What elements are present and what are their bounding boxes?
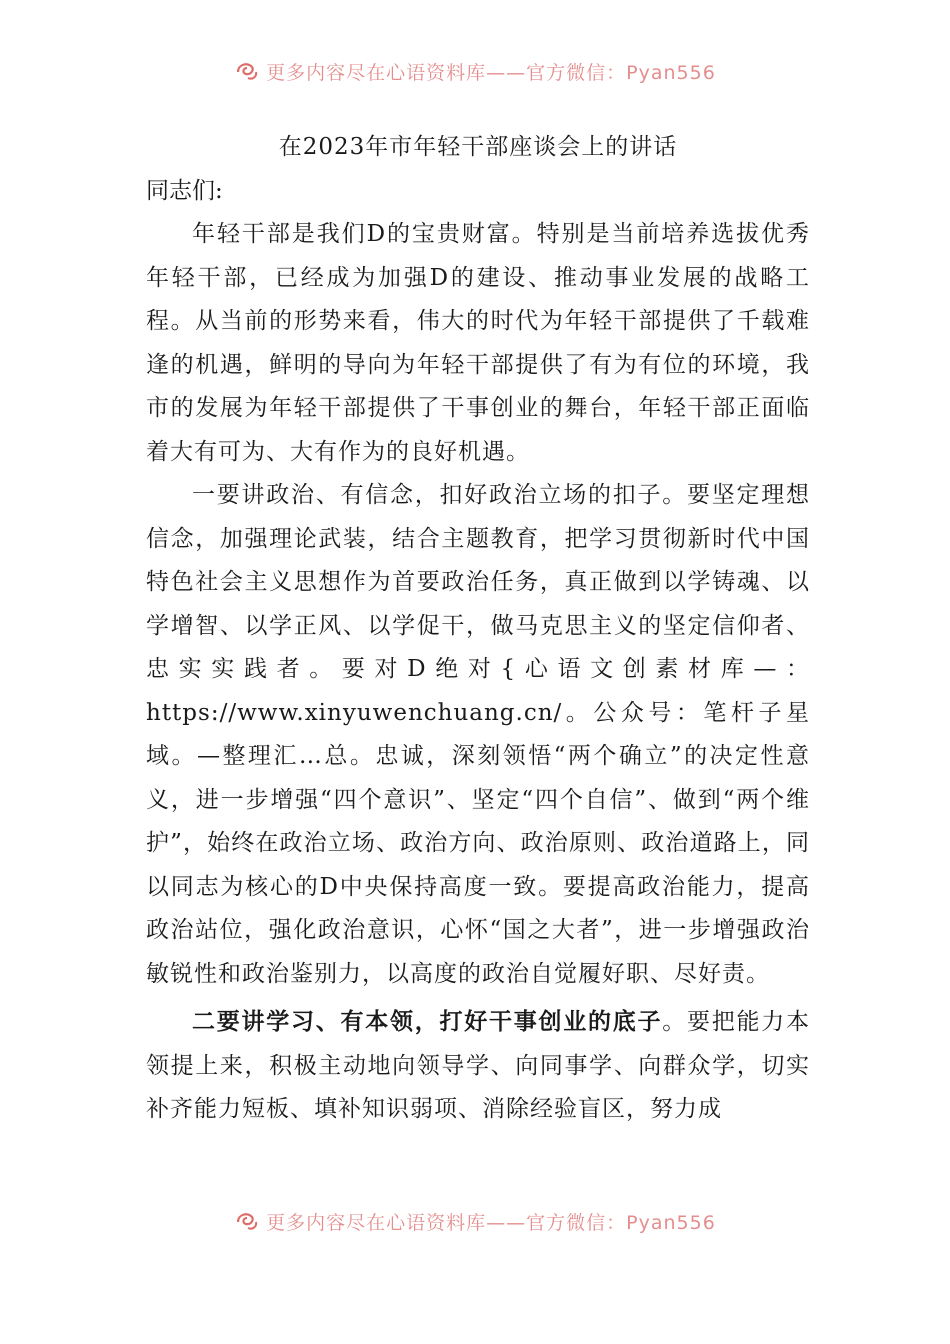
- salutation: 同志们:: [146, 178, 223, 204]
- point-two-text: 。要把能力本领提上来，积极主动地向领导学、向同事学、向群众学，切实补齐能力短板、填补知识弱项、消除经验盲区，努力成: [146, 1009, 810, 1122]
- watermark-bottom: [0, 1206, 950, 1236]
- paragraph-intro: 年轻干部是我们D的宝贵财富。特别是当前培养选拔优秀年轻干部，已经成为加强D的建设、推动事业发展的战略工程。从当前的形势来看，伟大的时代为年轻干部提供了千载难逢的机遇，鲜明的导向为年轻干部提供了有为有位的环境，我市的发展为年轻干部提供了干事创业的舞台，年轻干部正面临着大有可为、大有作为的良好机遇。: [146, 221, 810, 465]
- paragraph-point-one: 一要讲政治、有信念，扣好政治立场的扣子。要坚定理想信念，加强理论武装，结合主题教育，把学习贯彻新时代中国特色社会主义思想作为首要政治任务，真正做到以学铸魂、以学增智、以学正风、以学促干，做马克思主义的坚定信仰者、忠实实践者。要对D绝对{心语文创素材库—：https://www.xinyuwenchuang.cn/。公众号：笔杆子星域。—整理汇…总。忠诚，深刻领悟“两个确立”的决定性意义，进一步增强“四个意识”、坚定“四个自信”、做到“两个维护”，始终在政治立场、政治方向、政治原则、政治道路上，同以同志为核心的D中央保持高度一致。要提高政治能力，提高政治站位，强化政治意识，心怀“国之大者”，进一步增强政治敏锐性和政治鉴别力，以高度的政治自觉履好职、尽好责。: [146, 482, 810, 987]
- watermark-text: 更多内容尽在心语资料库——官方微信：Pyan556: [266, 1211, 716, 1234]
- document-title: 在2023年市年轻干部座谈会上的讲话: [278, 134, 678, 160]
- document-body: [146, 124, 810, 1132]
- point-two-heading: 二要讲学习、有本领，打好干事创业的底子: [192, 1008, 663, 1035]
- brand-logo-icon: [234, 1208, 260, 1234]
- paragraph-point-two: [146, 1000, 810, 1132]
- watermark-text: 更多内容尽在心语资料库——官方微信：Pyan556: [266, 61, 716, 84]
- watermark-top: [0, 56, 950, 86]
- brand-logo-icon: [234, 58, 260, 84]
